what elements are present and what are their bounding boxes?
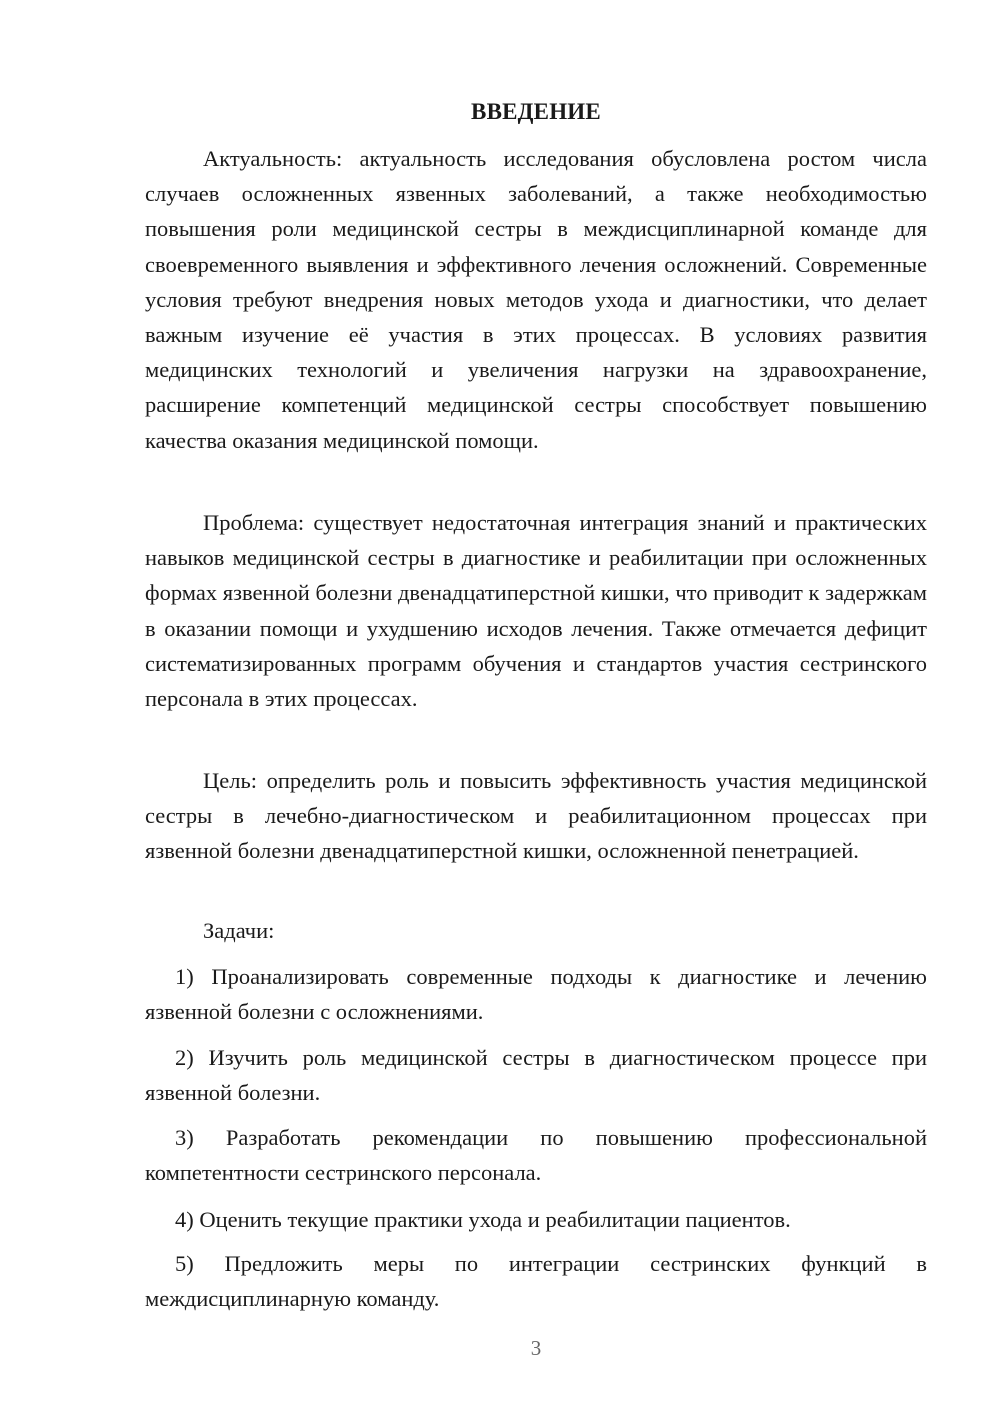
task-item-2: 2) Изучить роль медицинской сестры в диагностическом процессе при язвенной болезни. — [145, 1045, 927, 1106]
page-number: 3 — [530, 1336, 542, 1360]
tasks-heading: Задачи: — [203, 918, 275, 943]
task-item-1: 1) Проанализировать современные подходы к диагностике и лечению язвенной болезни с осложнениями. — [145, 964, 927, 1025]
problem-paragraph: Проблема: существует недостаточная интеграция знаний и практических навыков медицинской сестры в диагностике и реабилитации при осложненных формах язвенной болезни двенадцатиперстной кишки, что приводит к задержкам в оказании помощи и ухудшению исходов лечения. Также отмечается дефицит систематизированных программ обучения и стандартов участия сестринского персонала в этих процессах. — [145, 510, 927, 712]
relevance-paragraph: Актуальность: актуальность исследования обусловлена ростом числа случаев осложненных язвенных заболеваний, а также необходимостью повышения роли медицинской сестры в междисциплинарной команде для своевременного выявления и эффективного лечения осложнений. Современные условия требуют внедрения новых методов ухода и диагностики, что делает важным изучение её участия в этих процессах. В условиях развития медицинских технологий и увеличения нагрузки на здравоохранение, расширение компетенций медицинской сестры способствует повышению качества оказания медицинской помощи. — [145, 146, 927, 453]
section-heading: ВВЕДЕНИЕ — [471, 99, 601, 124]
task-item-3: 3) Разработать рекомендации по повышению профессиональной компетентности сестринского персонала. — [145, 1125, 927, 1186]
task-item-5: 5) Предложить меры по интеграции сестринских функций в междисциплинарную команду. — [145, 1251, 927, 1312]
goal-paragraph: Цель: определить роль и повысить эффективность участия медицинской сестры в лечебно-диагностическом и реабилитационном процессах при язвенной болезни двенадцатиперстной кишки, осложненной пенетрацией. — [145, 768, 927, 864]
task-item-4: 4) Оценить текущие практики ухода и реабилитации пациентов. — [175, 1207, 791, 1232]
